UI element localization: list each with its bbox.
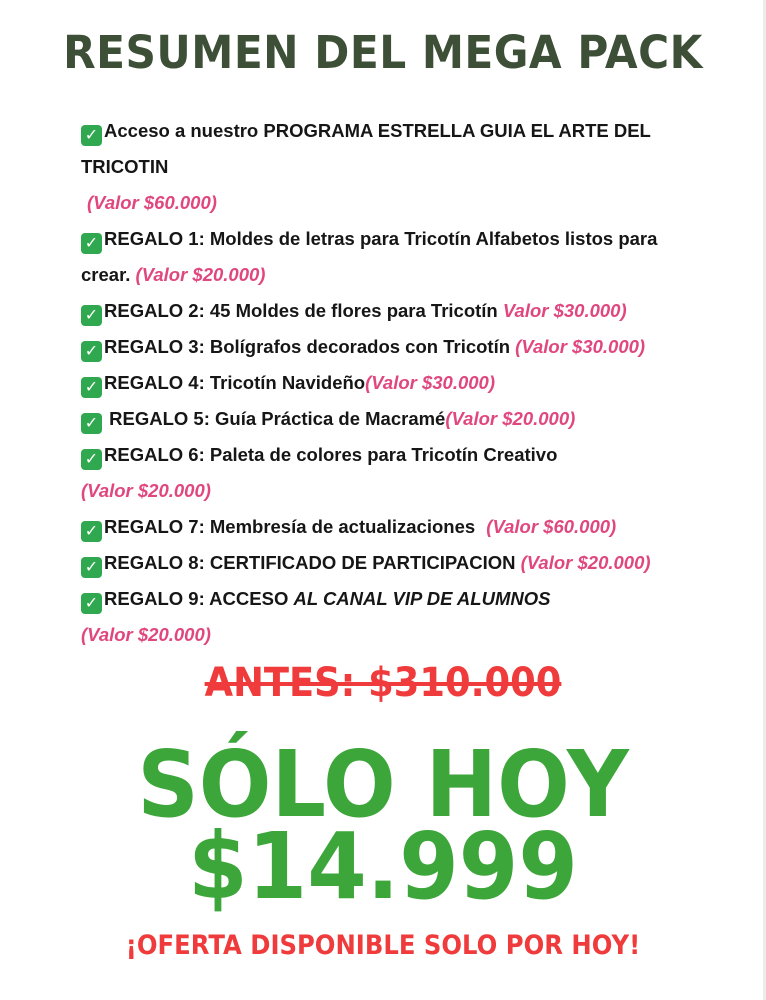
item-value: (Valor $60.000) bbox=[87, 192, 217, 213]
list-item-regalo-6 bbox=[81, 437, 711, 509]
list-item-regalo-5 bbox=[81, 401, 711, 437]
check-mark-icon: ✓ bbox=[81, 305, 102, 326]
check-mark-icon: ✓ bbox=[81, 557, 102, 578]
item-text: REGALO 3: Bolígrafos decorados con Tricotín bbox=[104, 336, 511, 357]
item-text: REGALO 7: Membresía de actualizaciones bbox=[104, 516, 476, 537]
old-price: ANTES: $310.000 bbox=[204, 660, 562, 706]
current-price: $14.999 bbox=[188, 813, 578, 920]
solo-hoy-heading: SÓLO HOY bbox=[137, 731, 629, 838]
list-item-regalo-7 bbox=[81, 509, 711, 545]
item-value: (Valor $20.000) bbox=[81, 624, 211, 645]
check-mark-icon: ✓ bbox=[81, 125, 102, 146]
item-text: REGALO 1: Moldes de letras para Tricotín Alfabetos listos para crear. bbox=[81, 228, 658, 285]
check-mark-icon: ✓ bbox=[81, 341, 102, 362]
check-mark-icon: ✓ bbox=[81, 593, 102, 614]
item-text: REGALO 4: Tricotín Navideño bbox=[104, 372, 366, 393]
item-text: REGALO 5: Guía Práctica de Macramé bbox=[104, 408, 446, 429]
item-value: Valor $30.000) bbox=[502, 300, 627, 321]
check-mark-icon: ✓ bbox=[81, 377, 102, 398]
item-text-italic: AL CANAL VIP DE ALUMNOS bbox=[293, 588, 551, 609]
check-mark-icon: ✓ bbox=[81, 449, 102, 470]
list-item-regalo-8 bbox=[81, 545, 711, 581]
check-mark-icon: ✓ bbox=[81, 233, 102, 254]
item-value: (Valor $30.000) bbox=[515, 336, 646, 357]
item-value: (Valor $20.000) bbox=[135, 264, 266, 285]
list-item-programa bbox=[81, 113, 711, 221]
item-value: (Valor $20.000) bbox=[445, 408, 576, 429]
list-item-regalo-4 bbox=[81, 365, 711, 401]
list-item-regalo-2 bbox=[81, 293, 711, 329]
page-title: RESUMEN DEL MEGA PACK bbox=[63, 26, 703, 79]
item-value: (Valor $20.000) bbox=[81, 480, 211, 501]
item-value: (Valor $30.000) bbox=[365, 372, 496, 393]
check-mark-icon: ✓ bbox=[81, 413, 102, 434]
item-text: REGALO 6: Paleta de colores para Tricotín Creativo bbox=[104, 444, 558, 465]
list-item-regalo-1 bbox=[81, 221, 711, 293]
item-text: REGALO 8: CERTIFICADO DE PARTICIPACION bbox=[104, 552, 516, 573]
item-text: Acceso a nuestro PROGRAMA ESTRELLA GUIA EL ARTE DEL TRICOTIN bbox=[81, 120, 651, 177]
list-item-regalo-9 bbox=[81, 581, 711, 653]
pack-summary-list bbox=[81, 113, 711, 653]
item-value: (Valor $20.000) bbox=[520, 552, 651, 573]
offer-banner: ¡OFERTA DISPONIBLE SOLO POR HOY! bbox=[125, 930, 641, 961]
item-value: (Valor $60.000) bbox=[486, 516, 617, 537]
check-mark-icon: ✓ bbox=[81, 521, 102, 542]
item-text: REGALO 9: ACCESO bbox=[104, 588, 289, 609]
item-text: REGALO 2: 45 Moldes de flores para Tricotín bbox=[104, 300, 498, 321]
list-item-regalo-3 bbox=[81, 329, 711, 365]
